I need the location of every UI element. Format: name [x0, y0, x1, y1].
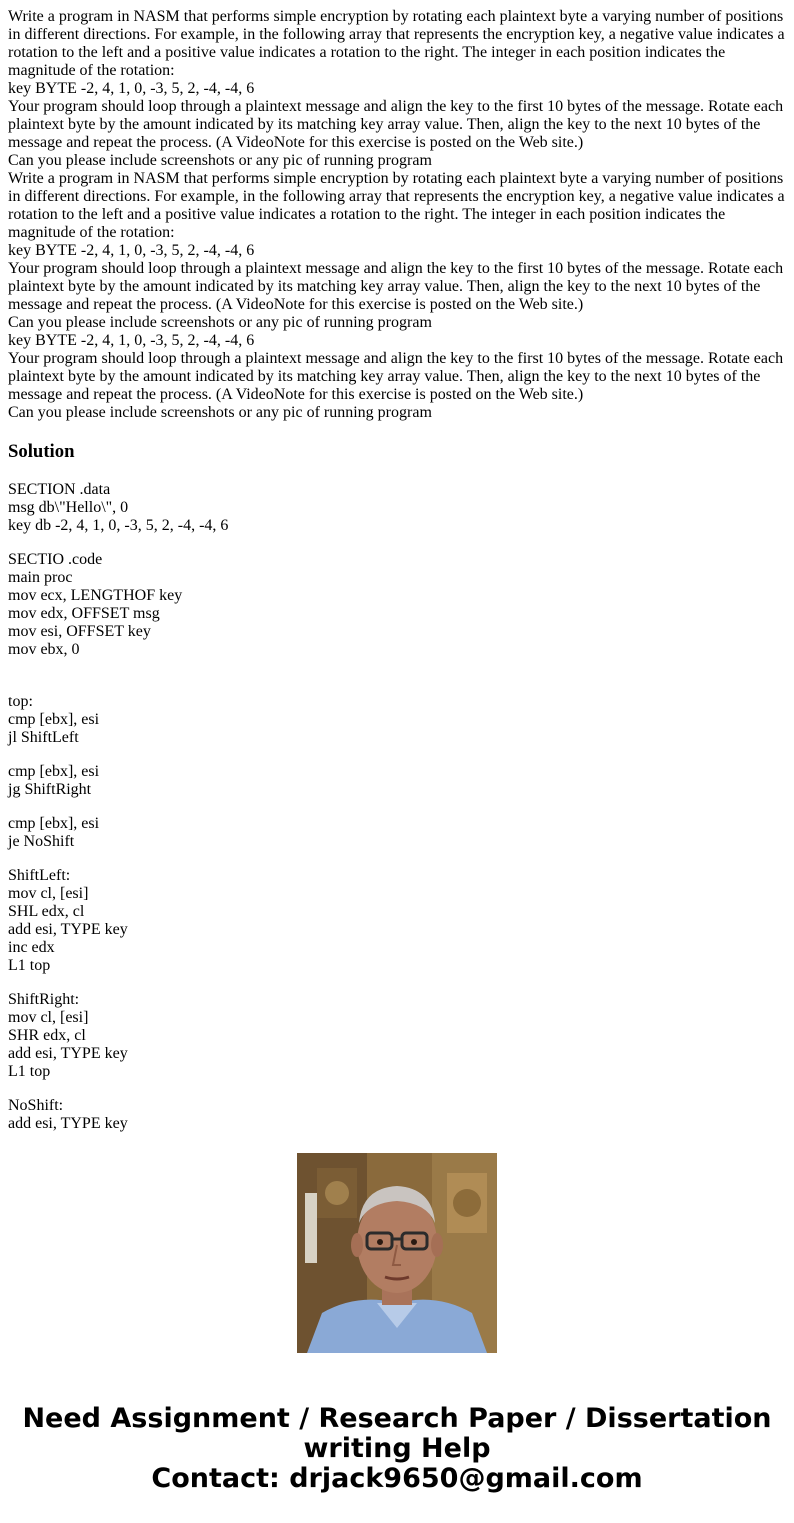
code-line: cmp [ebx], esi	[8, 815, 100, 832]
code-line: ShiftRight:	[8, 991, 80, 1008]
code-block-data-section	[8, 481, 786, 535]
promo-line: Need Assignment / Research Paper / Dissertation	[22, 1403, 772, 1434]
question-paragraph: Your program should loop through a plaintext message and align the key to the first 10 bytes of the message. Rotate each plaintext byte by the amount indicated by its matching key array value. Then, align the key to the next 10 bytes of the message and repeat the process. (A VideoNote for this exercise is posted on the Web site.)	[8, 98, 784, 151]
code-line: mov cl, [esi]	[8, 1009, 89, 1026]
solution-heading: Solution	[8, 441, 75, 462]
question-request-line: Can you please include screenshots or any pic of running program	[8, 152, 432, 169]
code-block-shift-left	[8, 867, 786, 975]
code-block-compare-equal	[8, 815, 786, 851]
question-key-line: key BYTE -2, 4, 1, 0, -3, 5, 2, -4, -4, 6	[8, 332, 255, 349]
code-line: msg db\"Hello\", 0	[8, 499, 129, 516]
code-line: L1 top	[8, 957, 51, 974]
question-paragraph: Write a program in NASM that performs simple encryption by rotating each plaintext byte a varying number of positions in different directions. For example, in the following array that represents the encryption key, a negative value indicates a rotation to the left and a positive value indicates a rotation to the right. The integer in each position indicates the magnitude of the rotation:	[8, 8, 785, 79]
code-block-compare-greater	[8, 763, 786, 799]
question-text	[8, 8, 786, 422]
code-line: L1 top	[8, 1063, 51, 1080]
code-line: mov edx, OFFSET msg	[8, 605, 160, 622]
code-line: mov cl, [esi]	[8, 885, 89, 902]
code-line: cmp [ebx], esi	[8, 711, 100, 728]
code-line: key db -2, 4, 1, 0, -3, 5, 2, -4, -4, 6	[8, 517, 229, 534]
code-line: SECTION .data	[8, 481, 111, 498]
promo-contact: Contact: drjack9650@gmail.com	[151, 1463, 643, 1494]
promo-banner	[0, 1404, 794, 1494]
promo-line: writing Help	[303, 1433, 491, 1464]
code-line: top:	[8, 693, 33, 710]
code-line: main proc	[8, 569, 73, 586]
code-line: jl ShiftLeft	[8, 729, 79, 746]
code-block-top-label	[8, 693, 786, 747]
code-line: add esi, TYPE key	[8, 1115, 128, 1132]
code-line: mov esi, OFFSET key	[8, 623, 151, 640]
code-line: add esi, TYPE key	[8, 921, 128, 938]
code-line: ShiftLeft:	[8, 867, 71, 884]
code-block-no-shift	[8, 1097, 786, 1133]
solution-code	[8, 481, 786, 1132]
code-line: NoShift:	[8, 1097, 64, 1114]
code-line: add esi, TYPE key	[8, 1045, 128, 1062]
code-line: SHL edx, cl	[8, 903, 85, 920]
tutor-portrait-image	[297, 1153, 497, 1353]
code-line: SECTIO .code	[8, 551, 103, 568]
code-line: jg ShiftRight	[8, 781, 92, 798]
question-key-line: key BYTE -2, 4, 1, 0, -3, 5, 2, -4, -4, 6	[8, 242, 255, 259]
question-request-line: Can you please include screenshots or any pic of running program	[8, 314, 432, 331]
code-block-shift-right	[8, 991, 786, 1081]
question-key-line: key BYTE -2, 4, 1, 0, -3, 5, 2, -4, -4, 6	[8, 80, 255, 97]
code-line: je NoShift	[8, 833, 75, 850]
code-line: SHR edx, cl	[8, 1027, 86, 1044]
question-paragraph: Your program should loop through a plaintext message and align the key to the first 10 bytes of the message. Rotate each plaintext byte by the amount indicated by its matching key array value. Then, align the key to the next 10 bytes of the message and repeat the process. (A VideoNote for this exercise is posted on the Web site.)	[8, 260, 784, 313]
code-line: cmp [ebx], esi	[8, 763, 100, 780]
code-block-code-section	[8, 551, 786, 659]
code-line: mov ebx, 0	[8, 641, 80, 658]
code-line: mov ecx, LENGTHOF key	[8, 587, 183, 604]
code-line: inc edx	[8, 939, 55, 956]
tutor-avatar	[297, 1153, 497, 1353]
question-request-line: Can you please include screenshots or any pic of running program	[8, 404, 432, 421]
question-paragraph: Write a program in NASM that performs simple encryption by rotating each plaintext byte a varying number of positions in different directions. For example, in the following array that represents the encryption key, a negative value indicates a rotation to the left and a positive value indicates a rotation to the right. The integer in each position indicates the magnitude of the rotation:	[8, 170, 785, 241]
question-paragraph: Your program should loop through a plaintext message and align the key to the first 10 bytes of the message. Rotate each plaintext byte by the amount indicated by its matching key array value. Then, align the key to the next 10 bytes of the message and repeat the process. (A VideoNote for this exercise is posted on the Web site.)	[8, 350, 784, 403]
